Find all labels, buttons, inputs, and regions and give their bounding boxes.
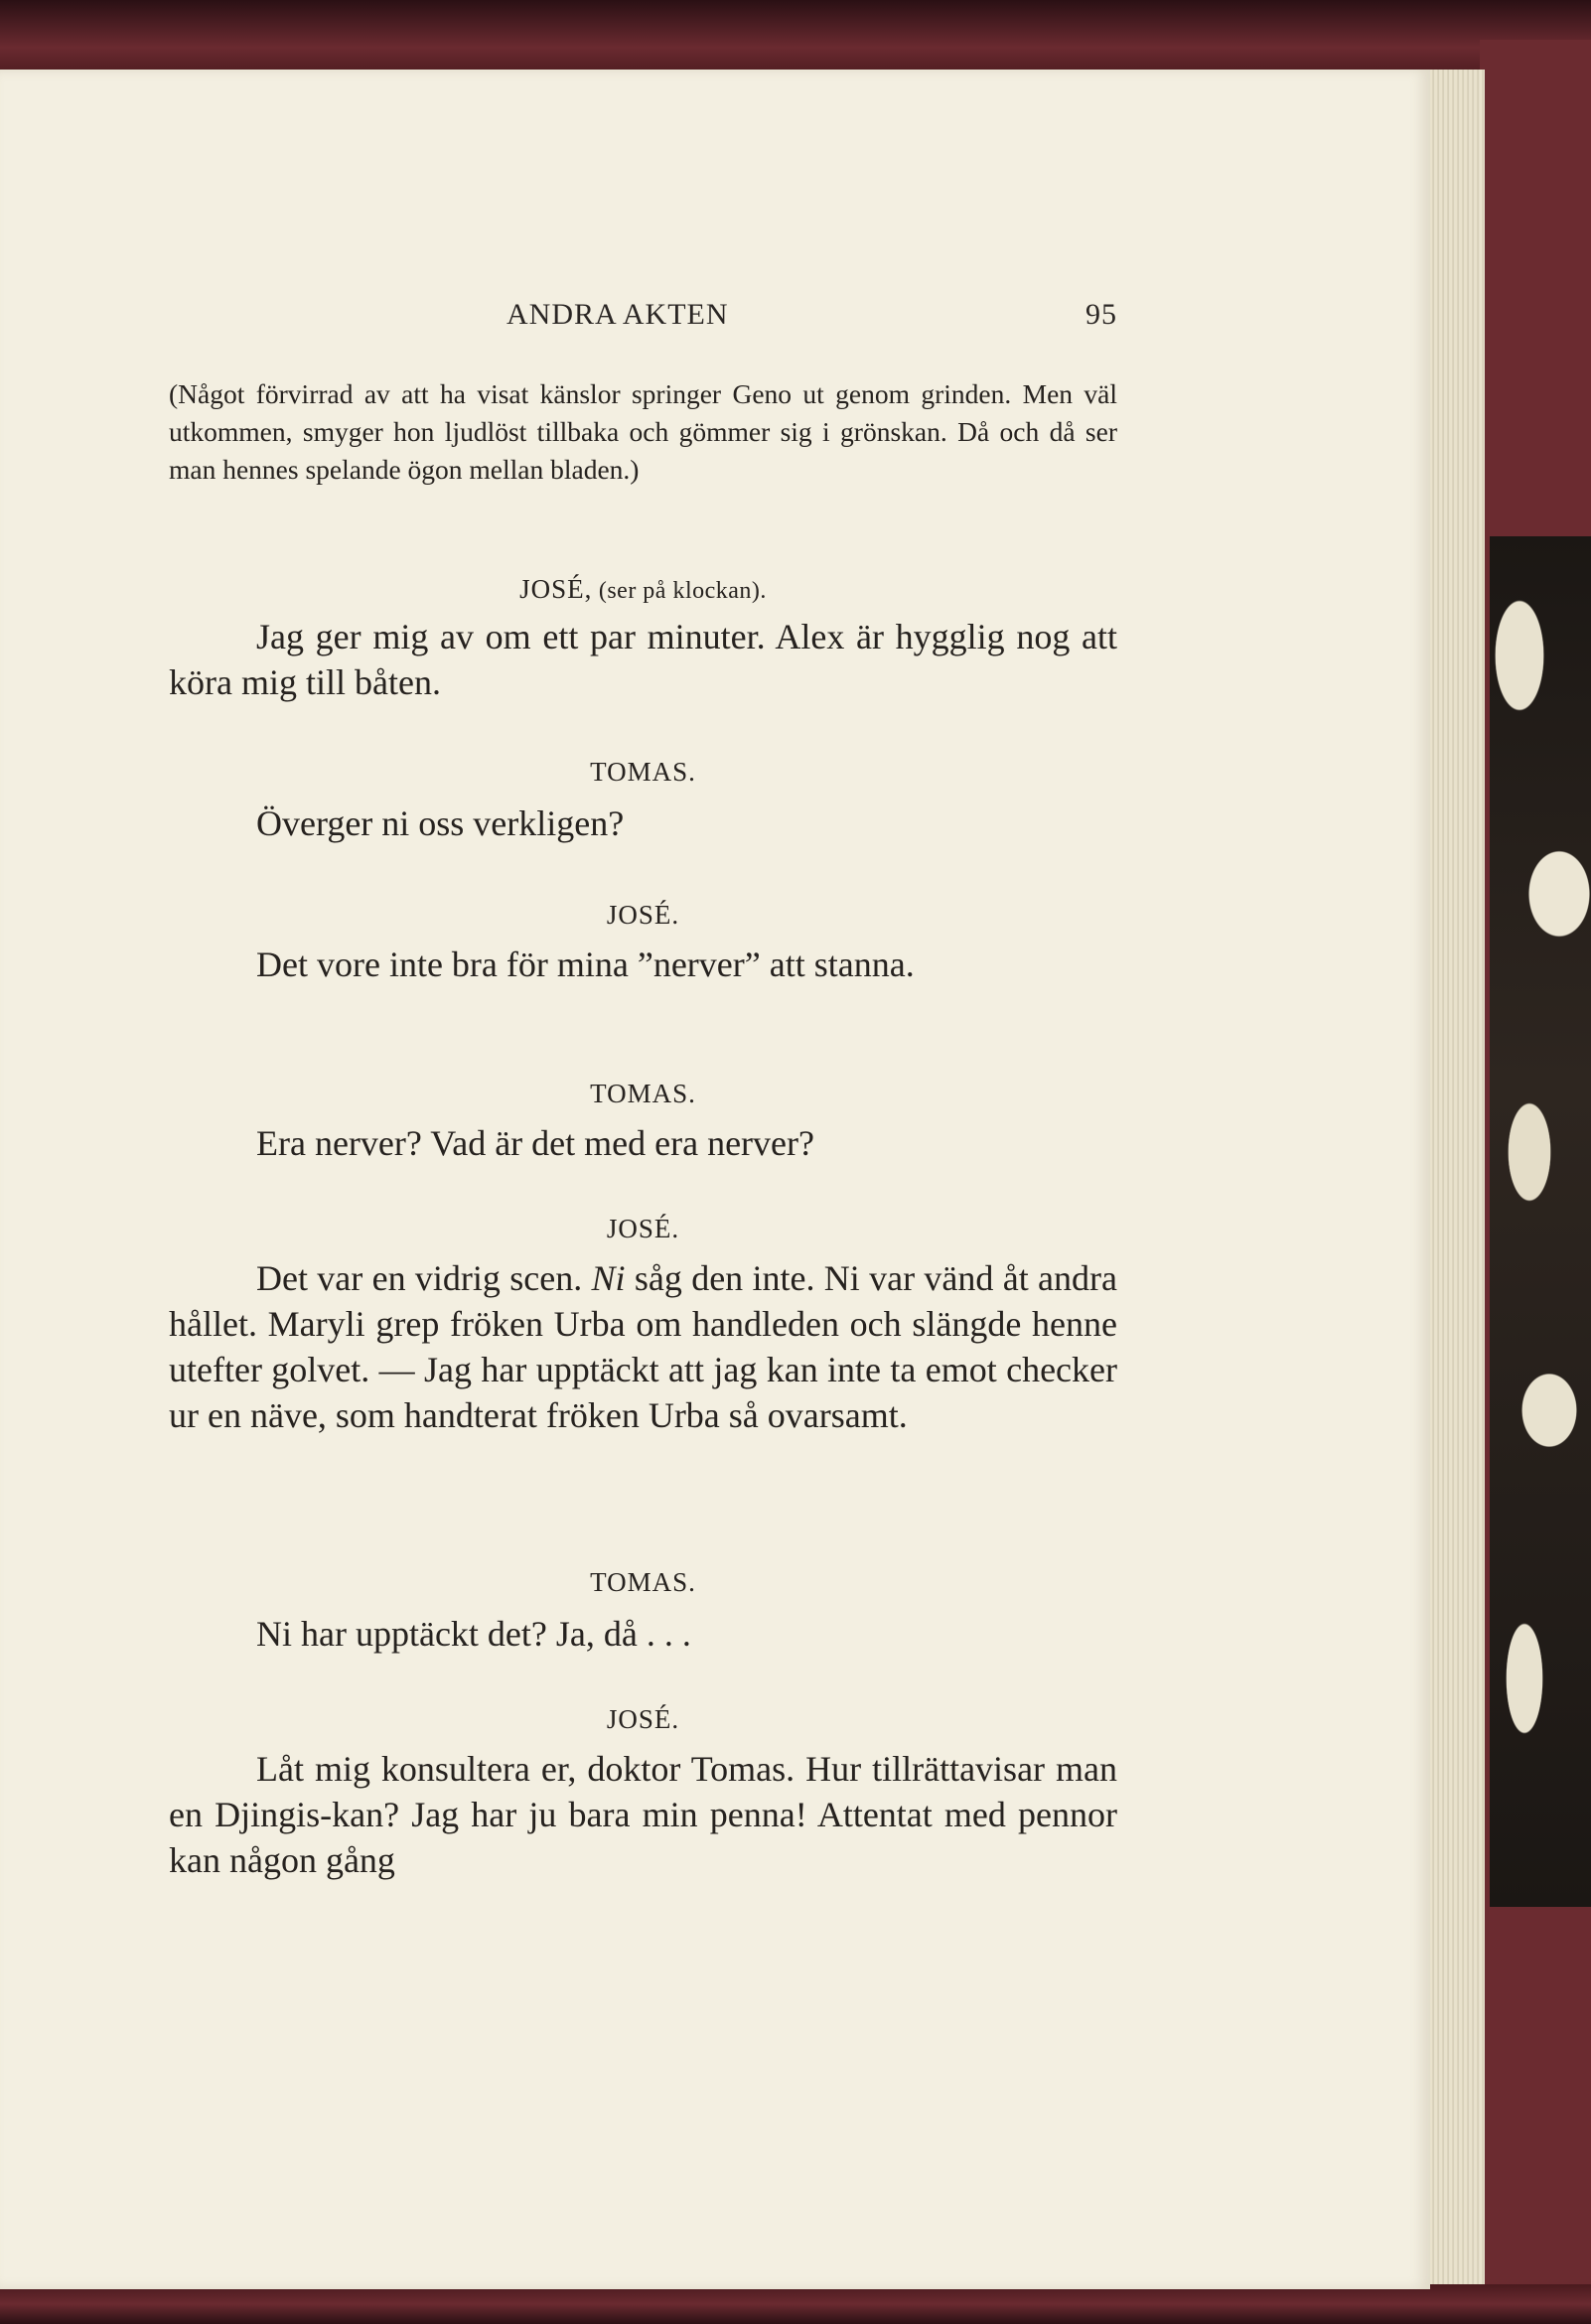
speaker-heading: TOMAS. bbox=[590, 757, 696, 787]
speaker-heading: JOSÉ. bbox=[606, 1214, 680, 1243]
book-cover-top bbox=[0, 0, 1591, 79]
dialogue-line: Det vore inte bra för mina ”nerver” att stanna. bbox=[256, 944, 915, 984]
book-cover-bottom bbox=[0, 2284, 1591, 2324]
dialogue-text: Det var en vidrig scen. bbox=[256, 1258, 592, 1298]
running-title: ANDRA AKTEN bbox=[506, 298, 729, 331]
page-number: 95 bbox=[1085, 298, 1117, 331]
dialogue-line: Era nerver? Vad är det med era nerver? bbox=[256, 1123, 814, 1163]
dialogue-line: Ni har upptäckt det? Ja, då . . . bbox=[256, 1614, 691, 1654]
dialogue-text: såg den inte. Ni var vänd åt andra hållet. Maryli grep fröken Urba om handleden och slängde henne utefter golvet. — Jag har upptäckt att jag kan inte ta emot checker ur en näve, som handterat fröken Urba så ovarsamt. bbox=[169, 1258, 1117, 1435]
speaker-heading bbox=[169, 574, 1117, 605]
speaker-heading: TOMAS. bbox=[590, 1567, 696, 1597]
speaker-heading: TOMAS. bbox=[590, 1079, 696, 1108]
running-header bbox=[169, 298, 1117, 338]
speaker-name: JOSÉ, bbox=[519, 574, 593, 604]
emphasis-text: Ni bbox=[591, 1258, 626, 1298]
dialogue-line: Jag ger mig av om ett par minuter. Alex är hygglig nog att köra mig till båten. bbox=[169, 617, 1117, 702]
dialogue-line: Överger ni oss verkligen? bbox=[256, 803, 625, 843]
speaker-direction: (ser på klockan). bbox=[592, 578, 767, 604]
dialogue-line bbox=[169, 1255, 1117, 1438]
dialogue-line: Låt mig konsultera er, doktor Tomas. Hur tillrättavisar man en Djingis-kan? Jag har ju bara min penna! Attentat med pennor kan någon gång bbox=[169, 1749, 1117, 1880]
stage-direction: (Något förvirrad av att ha visat känslor springer Geno ut genom grinden. Men väl utkommen, smyger hon ljudlöst tillbaka och gömmer sig i grönskan. Då och då ser man hennes spelande ögon mellan bladen.) bbox=[169, 378, 1117, 485]
marbled-endpaper bbox=[1490, 536, 1591, 1907]
speaker-heading: JOSÉ. bbox=[606, 900, 680, 930]
speaker-heading: JOSÉ. bbox=[606, 1704, 680, 1734]
